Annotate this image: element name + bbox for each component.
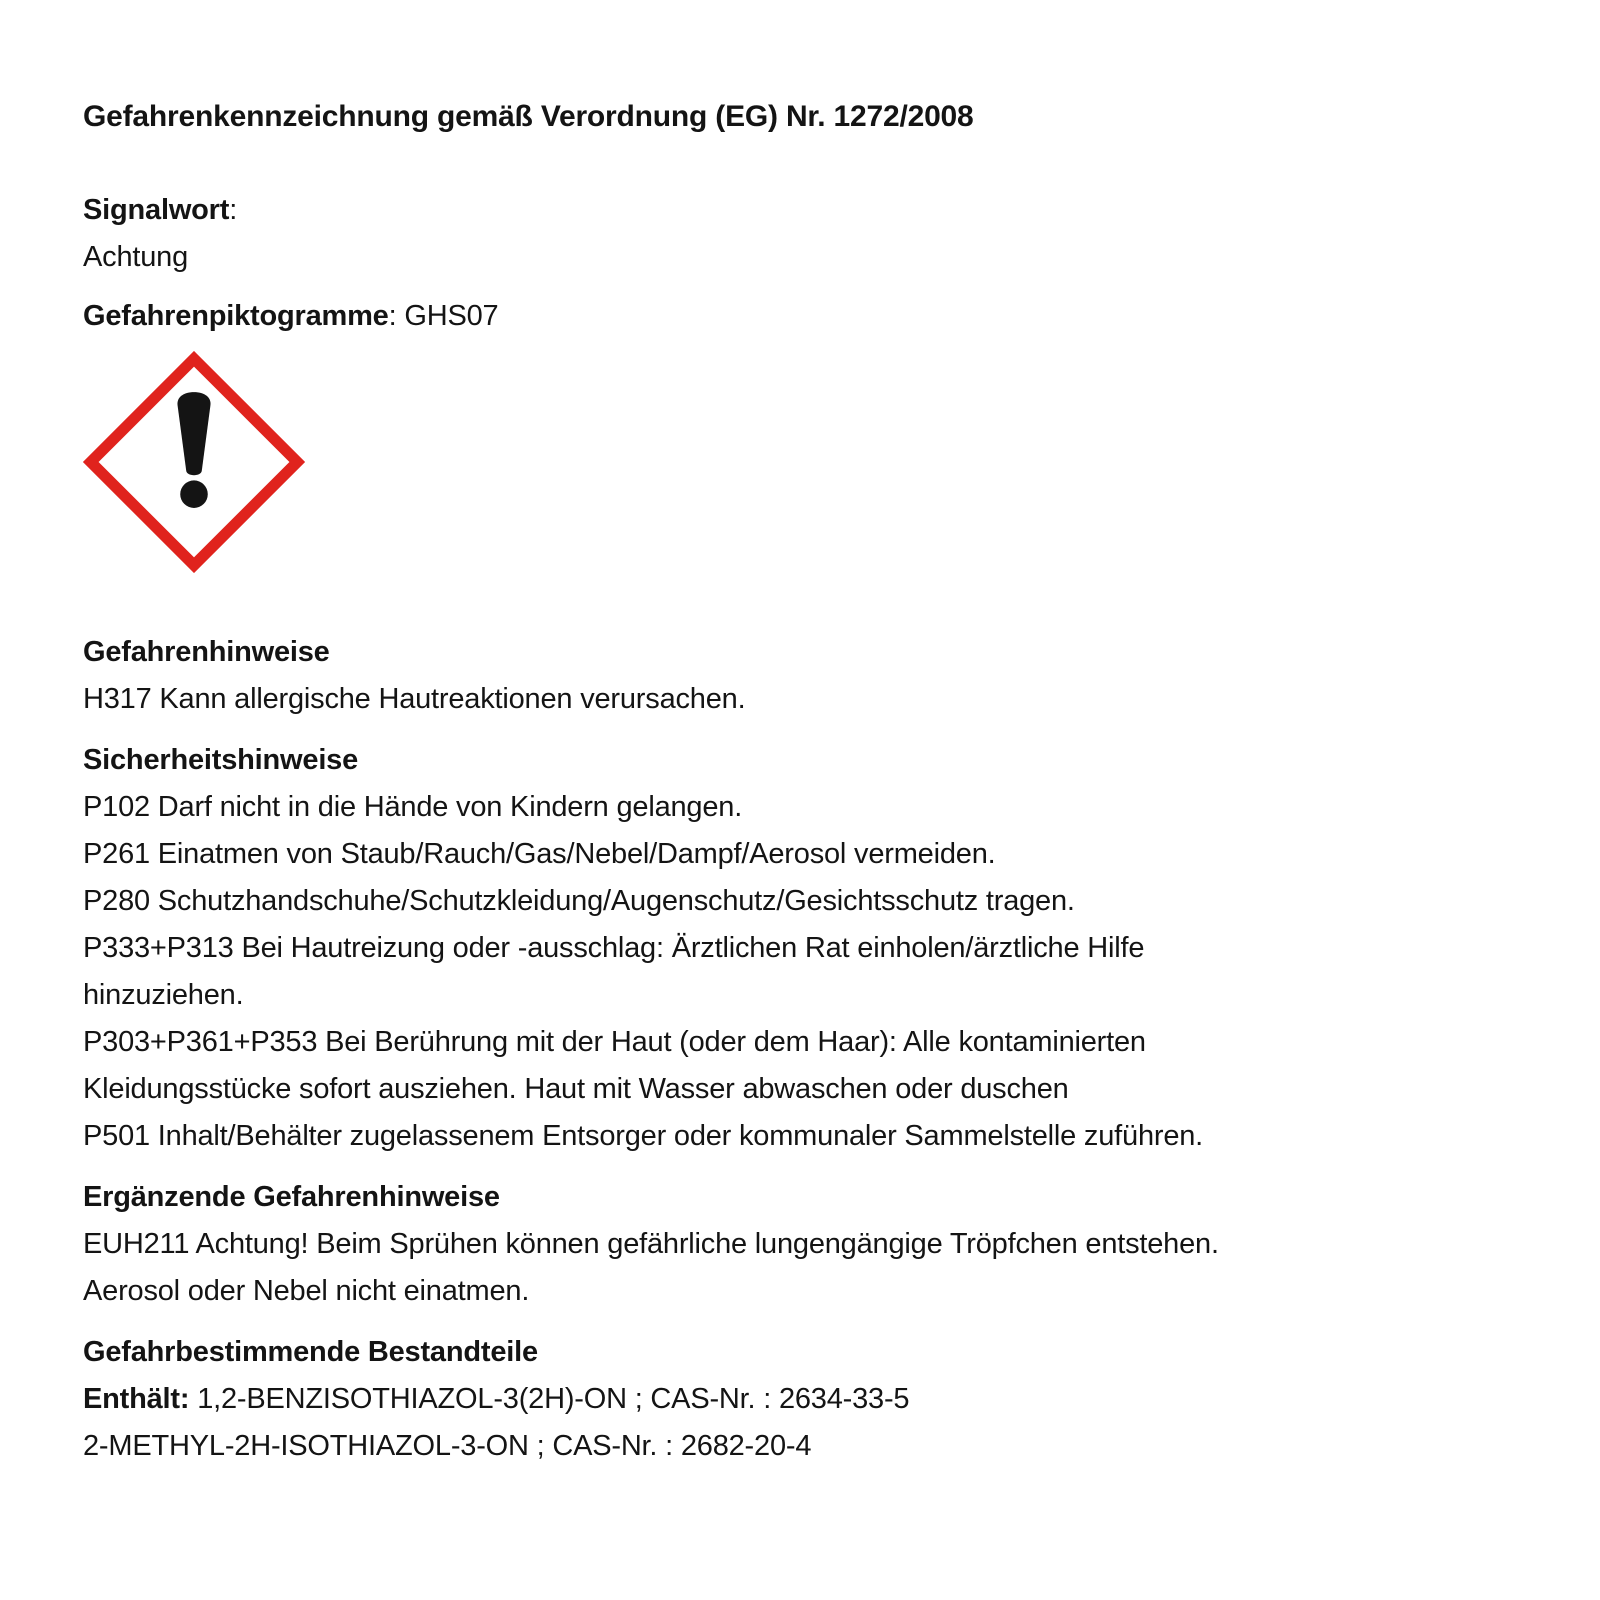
precautionary-line: P280 Schutzhandschuhe/Schutzkleidung/Augenschutz/Gesichtsschutz tragen. xyxy=(83,885,1075,917)
contains-line xyxy=(83,1376,1520,1423)
contains-label: Enthält: xyxy=(83,1383,190,1415)
section-precautionary-statements xyxy=(83,737,1520,1160)
contains-value: 1,2-BENZISOTHIAZOL-3(2H)-ON ; CAS-Nr. : 2634-33-5 xyxy=(197,1383,910,1415)
ghs07-exclamation-diamond-icon xyxy=(83,351,305,573)
component-line: 2-METHYL-2H-ISOTHIAZOL-3-ON ; CAS-Nr. : 2682-20-4 xyxy=(83,1430,812,1462)
precautionary-line: P333+P313 Bei Hautreizung oder -ausschlag: Ärztlichen Rat einholen/ärztliche Hilfe xyxy=(83,932,1145,964)
precautionary-line: hinzuziehen. xyxy=(83,979,244,1011)
section-heading: Sicherheitshinweise xyxy=(83,744,359,776)
section-heading: Gefahrenhinweise xyxy=(83,636,330,668)
precautionary-line: P303+P361+P353 Bei Berührung mit der Haut (oder dem Haar): Alle kontaminierten xyxy=(83,1026,1146,1058)
exclamation-mark-dot xyxy=(180,480,208,508)
signal-word-label: Signalwort xyxy=(83,194,230,226)
section-heading: Ergänzende Gefahrenhinweise xyxy=(83,1181,500,1213)
signal-word-colon: : xyxy=(229,194,238,226)
pictogram-block xyxy=(83,293,1520,573)
supplemental-hazard-line: EUH211 Achtung! Beim Sprühen können gefährliche lungengängige Tröpfchen entstehen. xyxy=(83,1228,1219,1260)
precautionary-line: Kleidungsstücke sofort ausziehen. Haut mit Wasser abwaschen oder duschen xyxy=(83,1073,1069,1105)
section-heading: Gefahrbestimmende Bestandteile xyxy=(83,1336,538,1368)
hazard-statement-line: H317 Kann allergische Hautreaktionen verursachen. xyxy=(83,683,746,715)
section-supplemental-hazard xyxy=(83,1174,1520,1315)
section-hazard-components xyxy=(83,1329,1520,1470)
page-title: Gefahrenkennzeichnung gemäß Verordnung (EG) Nr. 1272/2008 xyxy=(83,100,974,133)
section-hazard-statements xyxy=(83,629,1520,723)
signal-word-block xyxy=(83,187,1520,281)
pictogram-colon: : xyxy=(388,300,405,332)
supplemental-hazard-line: Aerosol oder Nebel nicht einatmen. xyxy=(83,1275,530,1307)
pictogram-code: GHS07 xyxy=(404,300,499,332)
pictogram-label: Gefahrenpiktogramme xyxy=(83,300,389,332)
precautionary-line: P261 Einatmen von Staub/Rauch/Gas/Nebel/Dampf/Aerosol vermeiden. xyxy=(83,838,996,870)
signal-word-value: Achtung xyxy=(83,241,189,273)
pictogram-label-line xyxy=(83,293,1520,340)
signal-word-label-line xyxy=(83,187,1520,234)
precautionary-line: P102 Darf nicht in die Hände von Kindern gelangen. xyxy=(83,791,743,823)
precautionary-line: P501 Inhalt/Behälter zugelassenem Entsorger oder kommunaler Sammelstelle zuführen. xyxy=(83,1120,1204,1152)
